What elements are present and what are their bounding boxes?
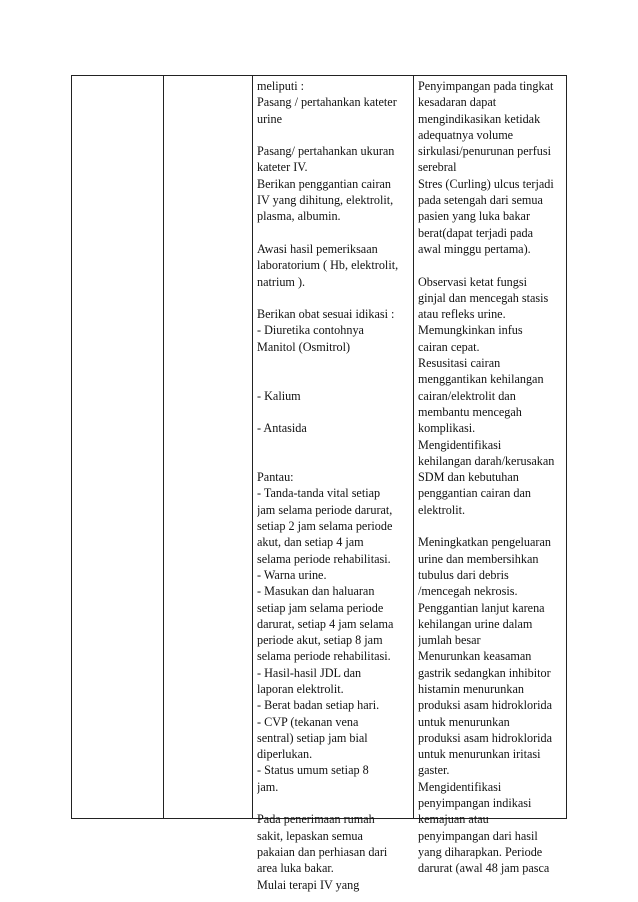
rationale-line: ginjal dan mencegah stasis — [418, 290, 549, 305]
rationale-line: cairan/elektrolit dan — [418, 388, 516, 403]
rationale-line: elektrolit. — [418, 502, 466, 517]
intervention-line: Berikan obat sesuai idikasi : — [257, 307, 395, 322]
rationale-line — [418, 518, 566, 534]
rationale-line: Meningkatkan pengeluaran — [418, 535, 551, 550]
intervention-line: plasma, albumin. — [257, 209, 341, 224]
intervention-line — [257, 127, 409, 143]
intervention-line: meliputi : — [257, 79, 305, 93]
rationale-line: pasien yang luka bakar — [418, 209, 531, 224]
rationale-line: Menurunkan keasaman — [418, 649, 532, 664]
intervention-line: kateter IV. — [257, 160, 308, 175]
intervention-line: selama periode rehabilitasi. — [257, 649, 391, 664]
intervention-line: - Hasil-hasil JDL dan — [257, 665, 362, 680]
column-divider-2 — [252, 76, 253, 818]
intervention-line: - Tanda-tanda vital setiap — [257, 486, 381, 501]
rationale-line: produksi asam hidroklorida — [418, 698, 553, 713]
rationale-line: cairan cepat. — [418, 339, 480, 354]
rationale-line: Mengidentifikasi — [418, 779, 502, 794]
rationale-line: gaster. — [418, 763, 450, 778]
intervention-line — [257, 290, 409, 306]
rationale-line: kehilangan darah/kerusakan — [418, 453, 555, 468]
intervention-line: Pada penerimaan rumah — [257, 812, 375, 827]
intervention-line: laporan elektrolit. — [257, 681, 344, 696]
rationale-line: histamin menurunkan — [418, 681, 524, 696]
intervention-line: Manitol (Osmitrol) — [257, 339, 351, 354]
rationale-line: Observasi ketat fungsi — [418, 274, 527, 289]
rationale-line: SDM dan kebutuhan — [418, 470, 519, 485]
intervention-line: jam selama periode darurat, — [257, 502, 393, 517]
intervention-line — [257, 404, 409, 420]
intervention-line: urine — [257, 111, 283, 126]
rationale-line: untuk menurunkan — [418, 714, 510, 729]
rationale-line: adequatnya volume — [418, 127, 514, 142]
rationale-line: urine dan membersihkan — [418, 551, 539, 566]
intervention-line: Awasi hasil pemeriksaan — [257, 241, 378, 256]
intervention-line: setiap jam selama periode — [257, 600, 384, 615]
intervention-line: - Kalium — [257, 388, 301, 403]
rationale-line: produksi asam hidroklorida — [418, 730, 553, 745]
intervention-line — [257, 371, 409, 387]
intervention-line: selama periode rehabilitasi. — [257, 551, 391, 566]
rationale-line: yang diharapkan. Periode — [418, 844, 543, 859]
intervention-line: natrium ). — [257, 274, 306, 289]
intervention-line: Pasang/ pertahankan ukuran — [257, 144, 395, 159]
intervention-line: setiap 2 jam selama periode — [257, 519, 393, 534]
intervention-line: darurat, setiap 4 jam selama — [257, 616, 394, 631]
intervention-line — [257, 795, 409, 811]
rationale-line: Penggantian lanjut karena — [418, 600, 545, 615]
rationale-line: berat(dapat terjadi pada — [418, 225, 534, 240]
intervention-line: area luka bakar. — [257, 861, 334, 876]
intervention-line: laboratorium ( Hb, elektrolit, — [257, 258, 399, 273]
rationale-line: atau refleks urine. — [418, 307, 506, 322]
rationale-line: sirkulasi/penurunan perfusi — [418, 144, 552, 159]
intervention-line: Berikan penggantian cairan — [257, 176, 392, 191]
rationale-line: komplikasi. — [418, 421, 476, 436]
rationale-line: serebral — [418, 160, 457, 175]
rationale-line: mengindikasikan ketidak — [418, 111, 541, 126]
intervention-line: Pasang / pertahankan kateter — [257, 95, 397, 110]
intervention-line: jam. — [257, 779, 279, 794]
rationale-line: /mencegah nekrosis. — [418, 584, 518, 599]
intervention-line: - Antasida — [257, 421, 307, 436]
intervention-line — [257, 453, 409, 469]
rationale-line: kesadaran dapat — [418, 95, 497, 110]
intervention-line — [257, 437, 409, 453]
rationale-line: Resusitasi cairan — [418, 356, 501, 371]
rationale-line: Memungkinkan infus — [418, 323, 523, 338]
intervention-line: sakit, lepaskan semua — [257, 828, 363, 843]
rationale-line: Mengidentifikasi — [418, 437, 502, 452]
intervention-line — [257, 225, 409, 241]
rationale-line: penggantian cairan dan — [418, 486, 532, 501]
rationale-line: kehilangan urine dalam — [418, 616, 533, 631]
rationale-line: membantu mencegah — [418, 404, 522, 419]
column-divider-3 — [413, 76, 414, 818]
rationale-line: untuk menurunkan iritasi — [418, 747, 541, 762]
intervention-line: pakaian dan perhiasan dari — [257, 844, 388, 859]
rationale-line: menggantikan kehilangan — [418, 372, 544, 387]
care-plan-table — [71, 75, 567, 892]
rationale-line: gastrik sedangkan inhibitor — [418, 665, 551, 680]
rationale-line: jumlah besar — [418, 633, 481, 648]
intervention-line: Mulai terapi IV yang — [257, 877, 360, 892]
intervention-line: - Warna urine. — [257, 567, 327, 582]
rationale-line: tubulus dari debris — [418, 567, 509, 582]
rationale-line: penyimpangan indikasi — [418, 796, 532, 811]
intervention-line: - CVP (tekanan vena — [257, 714, 359, 729]
intervention-line: periode akut, setiap 8 jam — [257, 633, 383, 648]
rationale-line: pada setengah dari semua — [418, 193, 543, 208]
rationale-line: kemajuan atau — [418, 812, 489, 827]
intervention-line: akut, dan setiap 4 jam — [257, 535, 364, 550]
intervention-line: IV yang dihitung, elektrolit, — [257, 193, 394, 208]
rationale-line: Penyimpangan pada tingkat — [418, 79, 554, 93]
intervention-line: diperlukan. — [257, 747, 313, 762]
rationale-line: Stres (Curling) ulcus terjadi — [418, 176, 554, 191]
rationale-line: darurat (awal 48 jam pasca — [418, 861, 550, 876]
intervention-cell — [257, 78, 409, 893]
intervention-line: - Diuretika contohnya — [257, 323, 364, 338]
intervention-line — [257, 355, 409, 371]
intervention-line: sentral) setiap jam bial — [257, 730, 368, 745]
rationale-cell — [418, 78, 566, 877]
intervention-line: - Status umum setiap 8 — [257, 763, 369, 778]
intervention-line: - Masukan dan haluaran — [257, 584, 375, 599]
intervention-line: - Berat badan setiap hari. — [257, 698, 380, 713]
column-divider-1 — [163, 76, 164, 818]
intervention-line: Pantau: — [257, 470, 294, 485]
rationale-line: penyimpangan dari hasil — [418, 828, 538, 843]
rationale-line — [418, 257, 566, 273]
rationale-line: awal minggu pertama). — [418, 241, 531, 256]
